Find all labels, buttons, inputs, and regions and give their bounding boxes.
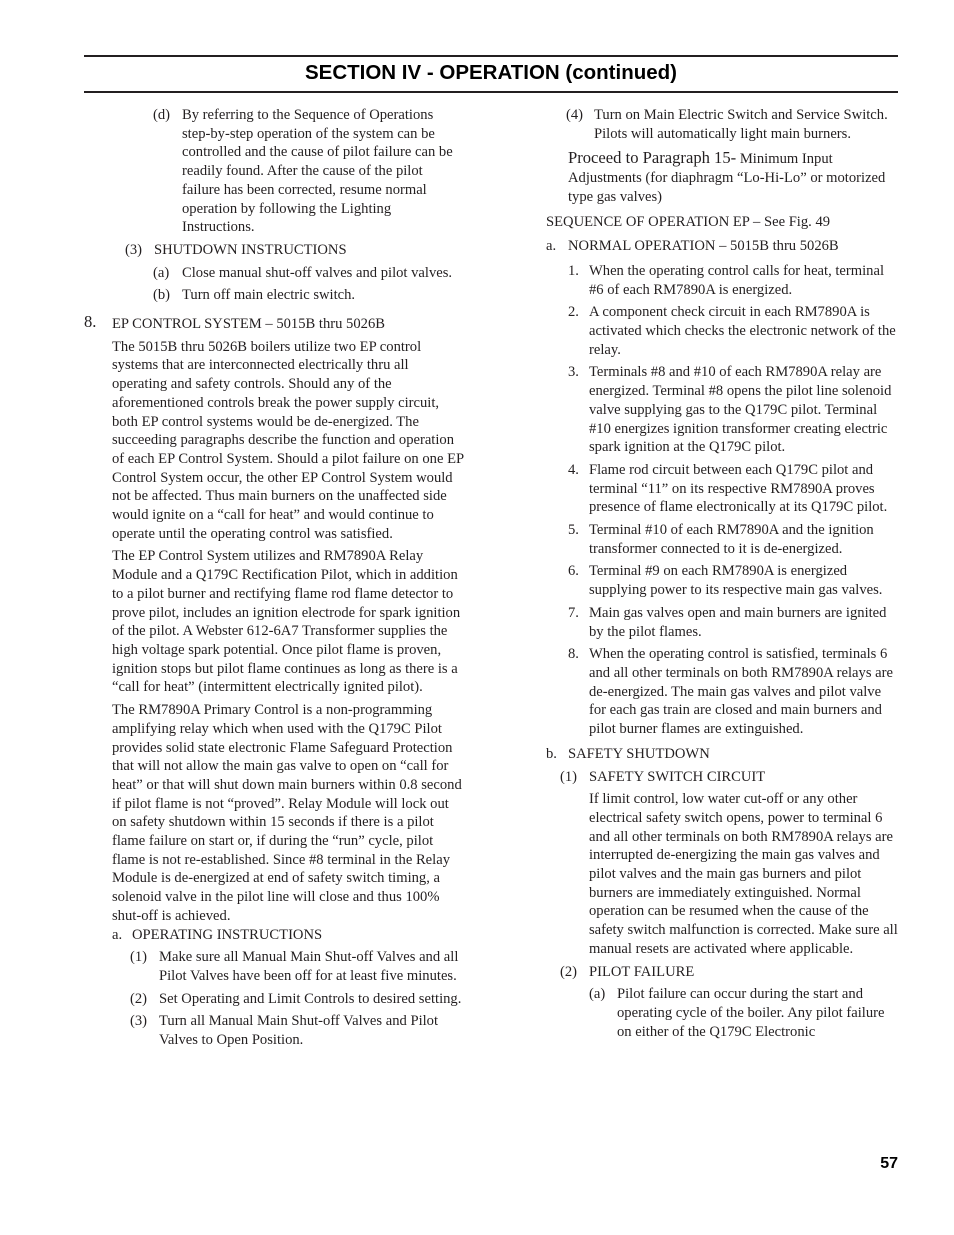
item-marker: (1) xyxy=(560,768,578,785)
item-marker: 8. xyxy=(568,646,579,663)
safety-heading xyxy=(546,745,898,764)
item-heading: PILOT FAILURE xyxy=(589,963,695,980)
list-item xyxy=(84,948,464,985)
section-heading: EP CONTROL SYSTEM – 5015B thru 5026B xyxy=(112,316,385,333)
section-marker: 8. xyxy=(84,312,97,332)
list-item xyxy=(546,262,898,299)
item-text: SAFETY SHUTDOWN xyxy=(568,745,710,762)
item-marker: b. xyxy=(546,745,557,762)
item-marker: (2) xyxy=(560,963,578,980)
item-marker: a. xyxy=(112,926,123,943)
item-marker: 5. xyxy=(568,522,579,539)
item-text: Make sure all Manual Main Shut-off Valves and all Pilot Valves have been off for at least five minutes. xyxy=(159,949,459,984)
item-text: Turn off main electric switch. xyxy=(182,287,356,304)
list-item-4 xyxy=(546,106,898,143)
item-text: OPERATING INSTRUCTIONS xyxy=(132,926,323,943)
item-text: Close manual shut-off valves and pilot valves. xyxy=(182,264,453,281)
list-item xyxy=(84,286,464,305)
item-marker: (a) xyxy=(589,986,606,1003)
item-text: NORMAL OPERATION – 5015B thru 5026B xyxy=(568,238,839,255)
item-text: Terminal #9 on each RM7890A is energized supplying power to its respective main gas valves. xyxy=(589,563,883,599)
item-marker: (3) xyxy=(125,241,143,258)
normal-heading xyxy=(546,237,898,256)
item-text: A component check circuit in each RM7890A is activated which checks the electronic network of the relay. xyxy=(589,304,896,358)
paragraph: The EP Control System utilizes and RM7890A Relay Module and a Q179C Rectification Pilot, which in addition to a pilot burner and rectifying flame rod flame detector to prove pilot, includes an ignition electrode for spark ignition of the pilot. A Webster 612-6A7 Transformer supplies the high voltage spark potential. Once pilot flame is proven, ignition stops but pilot flame continues as long as there is a “call for heat” (intermittent electrically ignited pilot). xyxy=(112,548,461,696)
paragraph: If limit control, low water cut-off or any other electrical safety switch opens, power to terminal 6 and all other terminals on both RM7890A relays are interrupted de-energizing the main gas valves and pilot valves and the main gas burners and pilot burners are immediately extinguished. Normal operation can be resumed when the cause of the safety switch malfunction is corrected. Make sure all manual resets are activated where applicable. xyxy=(589,791,898,957)
item-marker: (d) xyxy=(153,107,171,123)
list-item xyxy=(546,521,898,558)
bottom-rule xyxy=(84,91,898,93)
list-item xyxy=(84,990,464,1009)
item-marker: (a) xyxy=(153,264,170,281)
item-marker: 7. xyxy=(568,604,579,621)
proceed-lead: Proceed to Paragraph 15- xyxy=(568,148,737,168)
item-marker: (3) xyxy=(130,1013,148,1030)
list-item xyxy=(84,264,464,283)
item-text: SHUTDOWN INSTRUCTIONS xyxy=(154,241,347,258)
page-number: 57 xyxy=(880,1155,898,1172)
left-column xyxy=(84,106,464,1050)
item-text: Terminal #10 of each RM7890A and the ignition transformer connected to it is de-energized. xyxy=(589,522,874,557)
proceed-rest: Minimum Input Adjustments (for diaphragm “Lo-Hi-Lo” or motorized type gas valves) xyxy=(568,151,886,205)
shutdown-heading xyxy=(84,241,464,260)
list-item xyxy=(546,562,898,599)
item-marker: 6. xyxy=(568,563,579,580)
item-text: Flame rod circuit between each Q179C pilot and terminal “11” on its respective RM7890A proves presence of flame electronically at its Q179C pilot. xyxy=(589,461,888,516)
item-marker: 1. xyxy=(568,262,579,279)
pilot-failure-heading xyxy=(546,963,898,982)
item-text: Turn on Main Electric Switch and Service Switch. Pilots will automatically light main burners. xyxy=(594,107,888,142)
sequence-heading: SEQUENCE OF OPERATION EP – See Fig. 49 xyxy=(546,213,831,230)
right-column xyxy=(546,106,898,1041)
item-marker: (b) xyxy=(153,287,171,304)
page-title: SECTION IV - OPERATION (continued) xyxy=(304,61,678,84)
item-marker: (4) xyxy=(566,107,584,123)
item-text: Set Operating and Limit Controls to desired setting. xyxy=(159,990,462,1007)
item-text: Pilot failure can occur during the start and operating cycle of the boiler. Any pilot failure on either of the Q179C Electronic xyxy=(617,986,885,1040)
paragraph: The RM7890A Primary Control is a non-programming amplifying relay which when used with the Q179C Pilot provides solid state electronic Flame Safeguard Protection that will not allow the main gas valve to open on “call for heat” or that will shut down main burners within 0.8 second if pilot flame is not “proved”. Relay Module will lock out on safety shutdown within 15 seconds if there is a pilot flame failure on start or, if during the “run” cycle, pilot flame is not re-established. Since #8 terminal in the Relay Module is de-energized at end of safety switch timing, a solenoid valve in the pilot line will close and thus 100% shut-off is achieved. xyxy=(112,702,462,924)
item-text: Terminals #8 and #10 of each RM7890A relay are energized. Terminal #8 opens the pilot line solenoid valve supplying gas to the Q179C pilot. Terminal #10 energizes ignition transformer creating electric spark ignition at the Q179C pilot. xyxy=(589,364,892,456)
list-item-d xyxy=(84,106,464,237)
list-item xyxy=(84,1012,464,1049)
item-text: By referring to the Sequence of Operations step-by-step operation of the system can be controlled and the cause of pilot failure can be readily found. After the cause of the pilot failure has been corrected, resume normal operation by following the Lighting Instructions. xyxy=(182,107,453,236)
list-item xyxy=(546,363,898,457)
item-marker: (1) xyxy=(130,949,148,966)
item-text: When the operating control is satisfied, terminals 6 and all other terminals on both RM7890A relays are de-energized. The main gas valves and pilot valve for each gas train are closed and main burners and pilot burner flames are extinguished. xyxy=(589,646,893,738)
item-marker: (2) xyxy=(130,990,148,1007)
operating-heading xyxy=(84,926,464,945)
list-item xyxy=(546,461,898,517)
list-item xyxy=(546,303,898,359)
item-marker: a. xyxy=(546,238,557,255)
item-text: When the operating control calls for heat, terminal #6 of each RM7890A is energized. xyxy=(589,262,885,298)
item-marker: 4. xyxy=(568,461,579,478)
item-marker: 2. xyxy=(568,304,579,321)
list-item xyxy=(546,985,898,1041)
list-item xyxy=(546,604,898,641)
safety-switch-circuit xyxy=(546,768,898,959)
section-8 xyxy=(84,312,464,926)
paragraph: The 5015B thru 5026B boilers utilize two EP control systems that are interconnected electrically thru all operating and safety controls. Should any of the aforementioned controls break the power supply circuit, both EP control systems would be de-energized. The succeeding paragraphs describe the function and operation of each EP Control System. Should a pilot failure on one EP Control System occur, the other EP Control System would not be affected. Thus main burners on the unaffected side would ignite on a “call for heat” and would continue to operate until the operating control was satisfied. xyxy=(112,338,464,542)
item-text: Turn all Manual Main Shut-off Valves and Pilot Valves to Open Position. xyxy=(159,1013,439,1049)
item-text: Main gas valves open and main burners are ignited by the pilot flames. xyxy=(589,604,887,640)
item-marker: 3. xyxy=(568,364,579,381)
top-rule xyxy=(84,55,898,57)
item-heading: SAFETY SWITCH CIRCUIT xyxy=(589,768,766,785)
list-item xyxy=(546,645,898,739)
proceed-note xyxy=(546,149,898,206)
